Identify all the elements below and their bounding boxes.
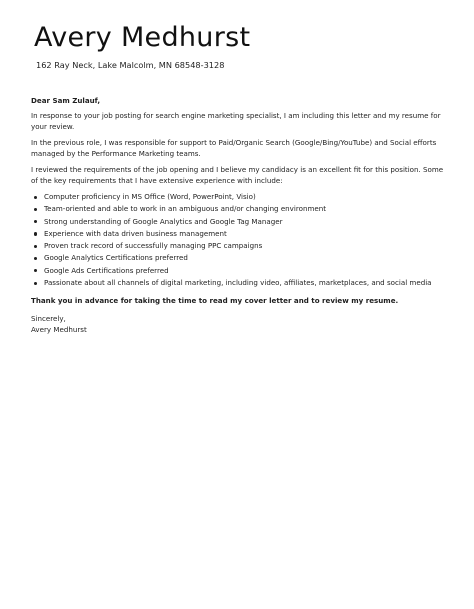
applicant-name: Avery Medhurst: [34, 22, 251, 53]
paragraph-previous-role: In the previous role, I was responsible for support to Paid/Organic Search (Google/Bing/YouTube) and Social efforts managed by the Performance Marketing teams.: [31, 138, 437, 158]
signoff: Sincerely,: [31, 314, 66, 324]
list-item: Google Ads Certifications preferred: [31, 265, 447, 277]
closing-line: Thank you in advance for taking the time to read my cover letter and to review my resume.: [31, 296, 399, 306]
signer-name: Avery Medhurst: [31, 325, 87, 335]
list-item: Passionate about all channels of digital marketing, including video, affiliates, marketplaces, and social media: [31, 277, 447, 289]
applicant-address: 162 Ray Neck, Lake Malcolm, MN 68548-3128: [36, 60, 225, 70]
list-item: Experience with data driven business management: [31, 228, 447, 240]
paragraph-requirements: I reviewed the requirements of the job opening and I believe my candidacy is an excellent fit for this position. Some of the key requirements that I have extensive experience with include:: [31, 165, 444, 185]
greeting: Dear Sam Zulauf,: [31, 96, 101, 105]
letter-body: [31, 95, 447, 335]
list-item: Proven track record of successfully managing PPC campaigns: [31, 240, 447, 252]
list-item: Strong understanding of Google Analytics and Google Tag Manager: [31, 216, 447, 228]
list-item: Computer proficiency in MS Office (Word, PowerPoint, Visio): [31, 191, 447, 203]
list-item: Team-oriented and able to work in an ambiguous and/or changing environment: [31, 203, 447, 215]
requirements-list: [31, 191, 447, 289]
list-item: Google Analytics Certifications preferred: [31, 252, 447, 264]
paragraph-intro: In response to your job posting for search engine marketing specialist, I am including this letter and my resume for your review.: [31, 111, 441, 131]
